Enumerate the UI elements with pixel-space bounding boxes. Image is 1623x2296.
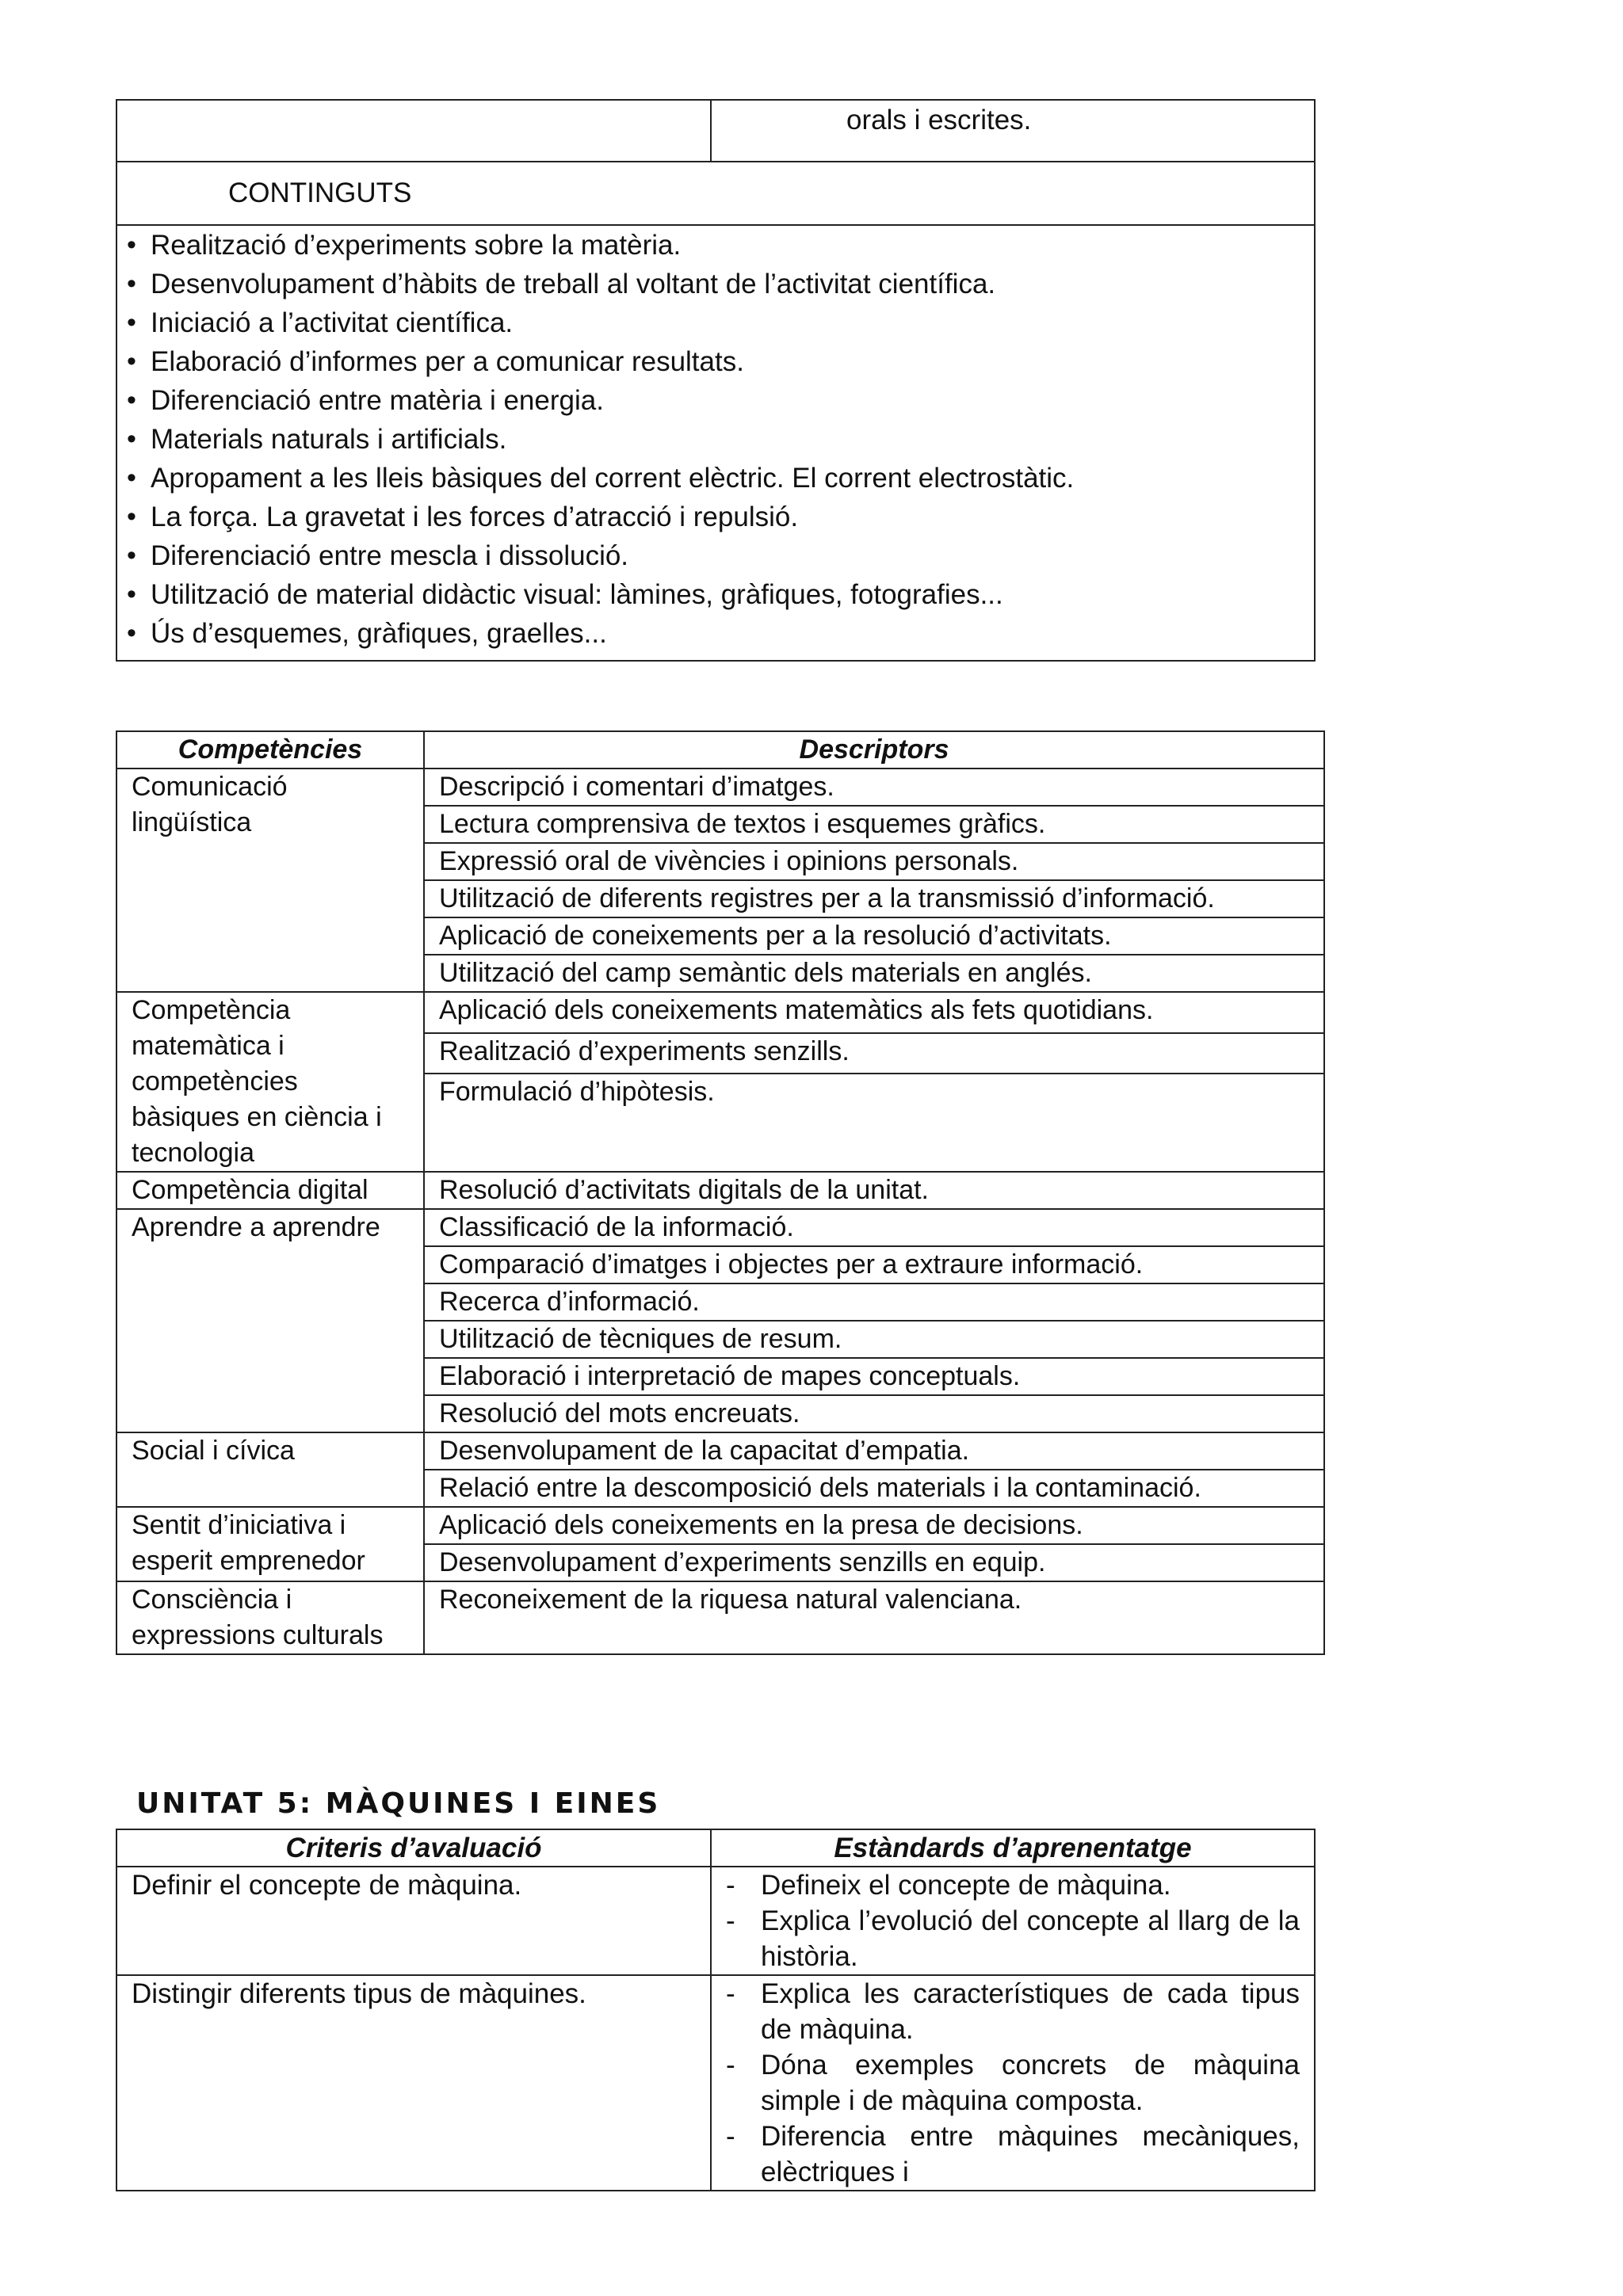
contents-item: • Ús d’esquemes, gràfiques, graelles... bbox=[125, 614, 1306, 653]
standard-item: - Explica l’evolució del concepte al llarg de la història. bbox=[716, 1903, 1300, 1974]
competence-row bbox=[116, 1507, 1324, 1544]
descriptor-cell: Resolució d’activitats digitals de la unitat. bbox=[424, 1172, 1324, 1209]
criteria-row bbox=[116, 1867, 1315, 1975]
contents-item: • Diferenciació entre mescla i dissolució. bbox=[125, 536, 1306, 575]
standard-item: - Diferencia entre màquines mecàniques, elèctriques i bbox=[716, 2119, 1300, 2190]
criteria-header: Criteris d’avaluació bbox=[116, 1829, 711, 1867]
descriptor-cell: Formulació d’hipòtesis. bbox=[424, 1074, 1324, 1172]
descriptor-cell: Utilització del camp semàntic dels materials en anglés. bbox=[424, 955, 1324, 992]
descriptor-cell: Recerca d’informació. bbox=[424, 1283, 1324, 1321]
standards-header: Estàndards d’aprenentatge bbox=[711, 1829, 1315, 1867]
descriptor-cell: Lectura comprensiva de textos i esquemes gràfics. bbox=[424, 806, 1324, 843]
unit-title: UNITAT 5: MÀQUINES I EINES bbox=[136, 1787, 661, 1820]
descriptor-cell: Utilització de diferents registres per a la transmissió d’informació. bbox=[424, 880, 1324, 917]
competence-row bbox=[116, 1432, 1324, 1470]
contents-item: • La força. La gravetat i les forces d’atracció i repulsió. bbox=[125, 498, 1306, 536]
contents-item: • Realització d’experiments sobre la matèria. bbox=[125, 226, 1306, 265]
standard-item: - Dóna exemples concrets de màquina simple i de màquina composta. bbox=[716, 2047, 1300, 2119]
top-right-cell: orals i escrites. bbox=[711, 100, 1315, 162]
standard-item: - Defineix el concepte de màquina. bbox=[716, 1867, 1300, 1903]
criterion-cell: Definir el concepte de màquina. bbox=[116, 1867, 711, 1975]
competences-table bbox=[116, 730, 1325, 1655]
standards-cell bbox=[711, 1975, 1315, 2191]
descriptors-header: Descriptors bbox=[424, 731, 1324, 769]
descriptor-cell: Aplicació dels coneixements matemàtics als fets quotidians. bbox=[424, 992, 1324, 1033]
standards-list bbox=[716, 1976, 1300, 2190]
competence-row bbox=[116, 1209, 1324, 1246]
standards-list bbox=[716, 1867, 1300, 1974]
descriptor-cell: Aplicació de coneixements per a la resolució d’activitats. bbox=[424, 917, 1324, 955]
standard-item: - Explica les característiques de cada tipus de màquina. bbox=[716, 1976, 1300, 2047]
descriptor-cell: Elaboració i interpretació de mapes conceptuals. bbox=[424, 1358, 1324, 1395]
descriptor-cell: Reconeixement de la riquesa natural valenciana. bbox=[424, 1581, 1324, 1654]
competence-row bbox=[116, 992, 1324, 1033]
competence-row bbox=[116, 769, 1324, 806]
descriptor-cell: Comparació d’imatges i objectes per a extraure informació. bbox=[424, 1246, 1324, 1283]
descriptor-cell: Resolució del mots encreuats. bbox=[424, 1395, 1324, 1432]
contents-item: • Iniciació a l’activitat científica. bbox=[125, 303, 1306, 342]
descriptor-cell: Expressió oral de vivències i opinions personals. bbox=[424, 843, 1324, 880]
contents-item: • Utilització de material didàctic visual: làmines, gràfiques, fotografies... bbox=[125, 575, 1306, 614]
descriptor-cell: Utilització de tècniques de resum. bbox=[424, 1321, 1324, 1358]
criterion-cell: Distingir diferents tipus de màquines. bbox=[116, 1975, 711, 2191]
contents-item: • Elaboració d’informes per a comunicar resultats. bbox=[125, 342, 1306, 381]
contents-item: • Apropament a les lleis bàsiques del corrent elèctric. El corrent electrostàtic. bbox=[125, 459, 1306, 498]
descriptor-cell: Aplicació dels coneixements en la presa de decisions. bbox=[424, 1507, 1324, 1544]
competence-name: Competència matemàtica i competències bàsiques en ciència i tecnologia bbox=[116, 992, 424, 1172]
empty-cell bbox=[116, 100, 711, 162]
descriptor-cell: Classificació de la informació. bbox=[424, 1209, 1324, 1246]
standards-cell bbox=[711, 1867, 1315, 1975]
descriptor-cell: Desenvolupament de la capacitat d’empatia. bbox=[424, 1432, 1324, 1470]
contents-list bbox=[125, 226, 1306, 653]
competence-row bbox=[116, 1581, 1324, 1654]
competence-name: Social i cívica bbox=[116, 1432, 424, 1507]
competence-name: Aprendre a aprendre bbox=[116, 1209, 424, 1432]
contents-item: • Materials naturals i artificials. bbox=[125, 420, 1306, 459]
criteria-table bbox=[116, 1829, 1316, 2191]
competence-name: Sentit d’iniciativa i esperit emprenedor bbox=[116, 1507, 424, 1581]
contents-item: • Diferenciació entre matèria i energia. bbox=[125, 381, 1306, 420]
contents-list-cell bbox=[116, 225, 1315, 661]
descriptor-cell: Realització d’experiments senzills. bbox=[424, 1033, 1324, 1074]
competence-name: Comunicació lingüística bbox=[116, 769, 424, 992]
competence-name: Consciència i expressions culturals bbox=[116, 1581, 424, 1654]
descriptor-cell: Descripció i comentari d’imatges. bbox=[424, 769, 1324, 806]
contents-item: • Desenvolupament d’hàbits de treball al voltant de l’activitat científica. bbox=[125, 265, 1306, 303]
contents-table bbox=[116, 99, 1316, 662]
criteria-row bbox=[116, 1975, 1315, 2191]
descriptor-cell: Desenvolupament d’experiments senzills en equip. bbox=[424, 1544, 1324, 1581]
contents-heading: CONTINGUTS bbox=[116, 162, 1315, 225]
descriptor-cell: Relació entre la descomposició dels materials i la contaminació. bbox=[424, 1470, 1324, 1507]
competence-name: Competència digital bbox=[116, 1172, 424, 1209]
competence-row bbox=[116, 1172, 1324, 1209]
competences-header: Competències bbox=[116, 731, 424, 769]
